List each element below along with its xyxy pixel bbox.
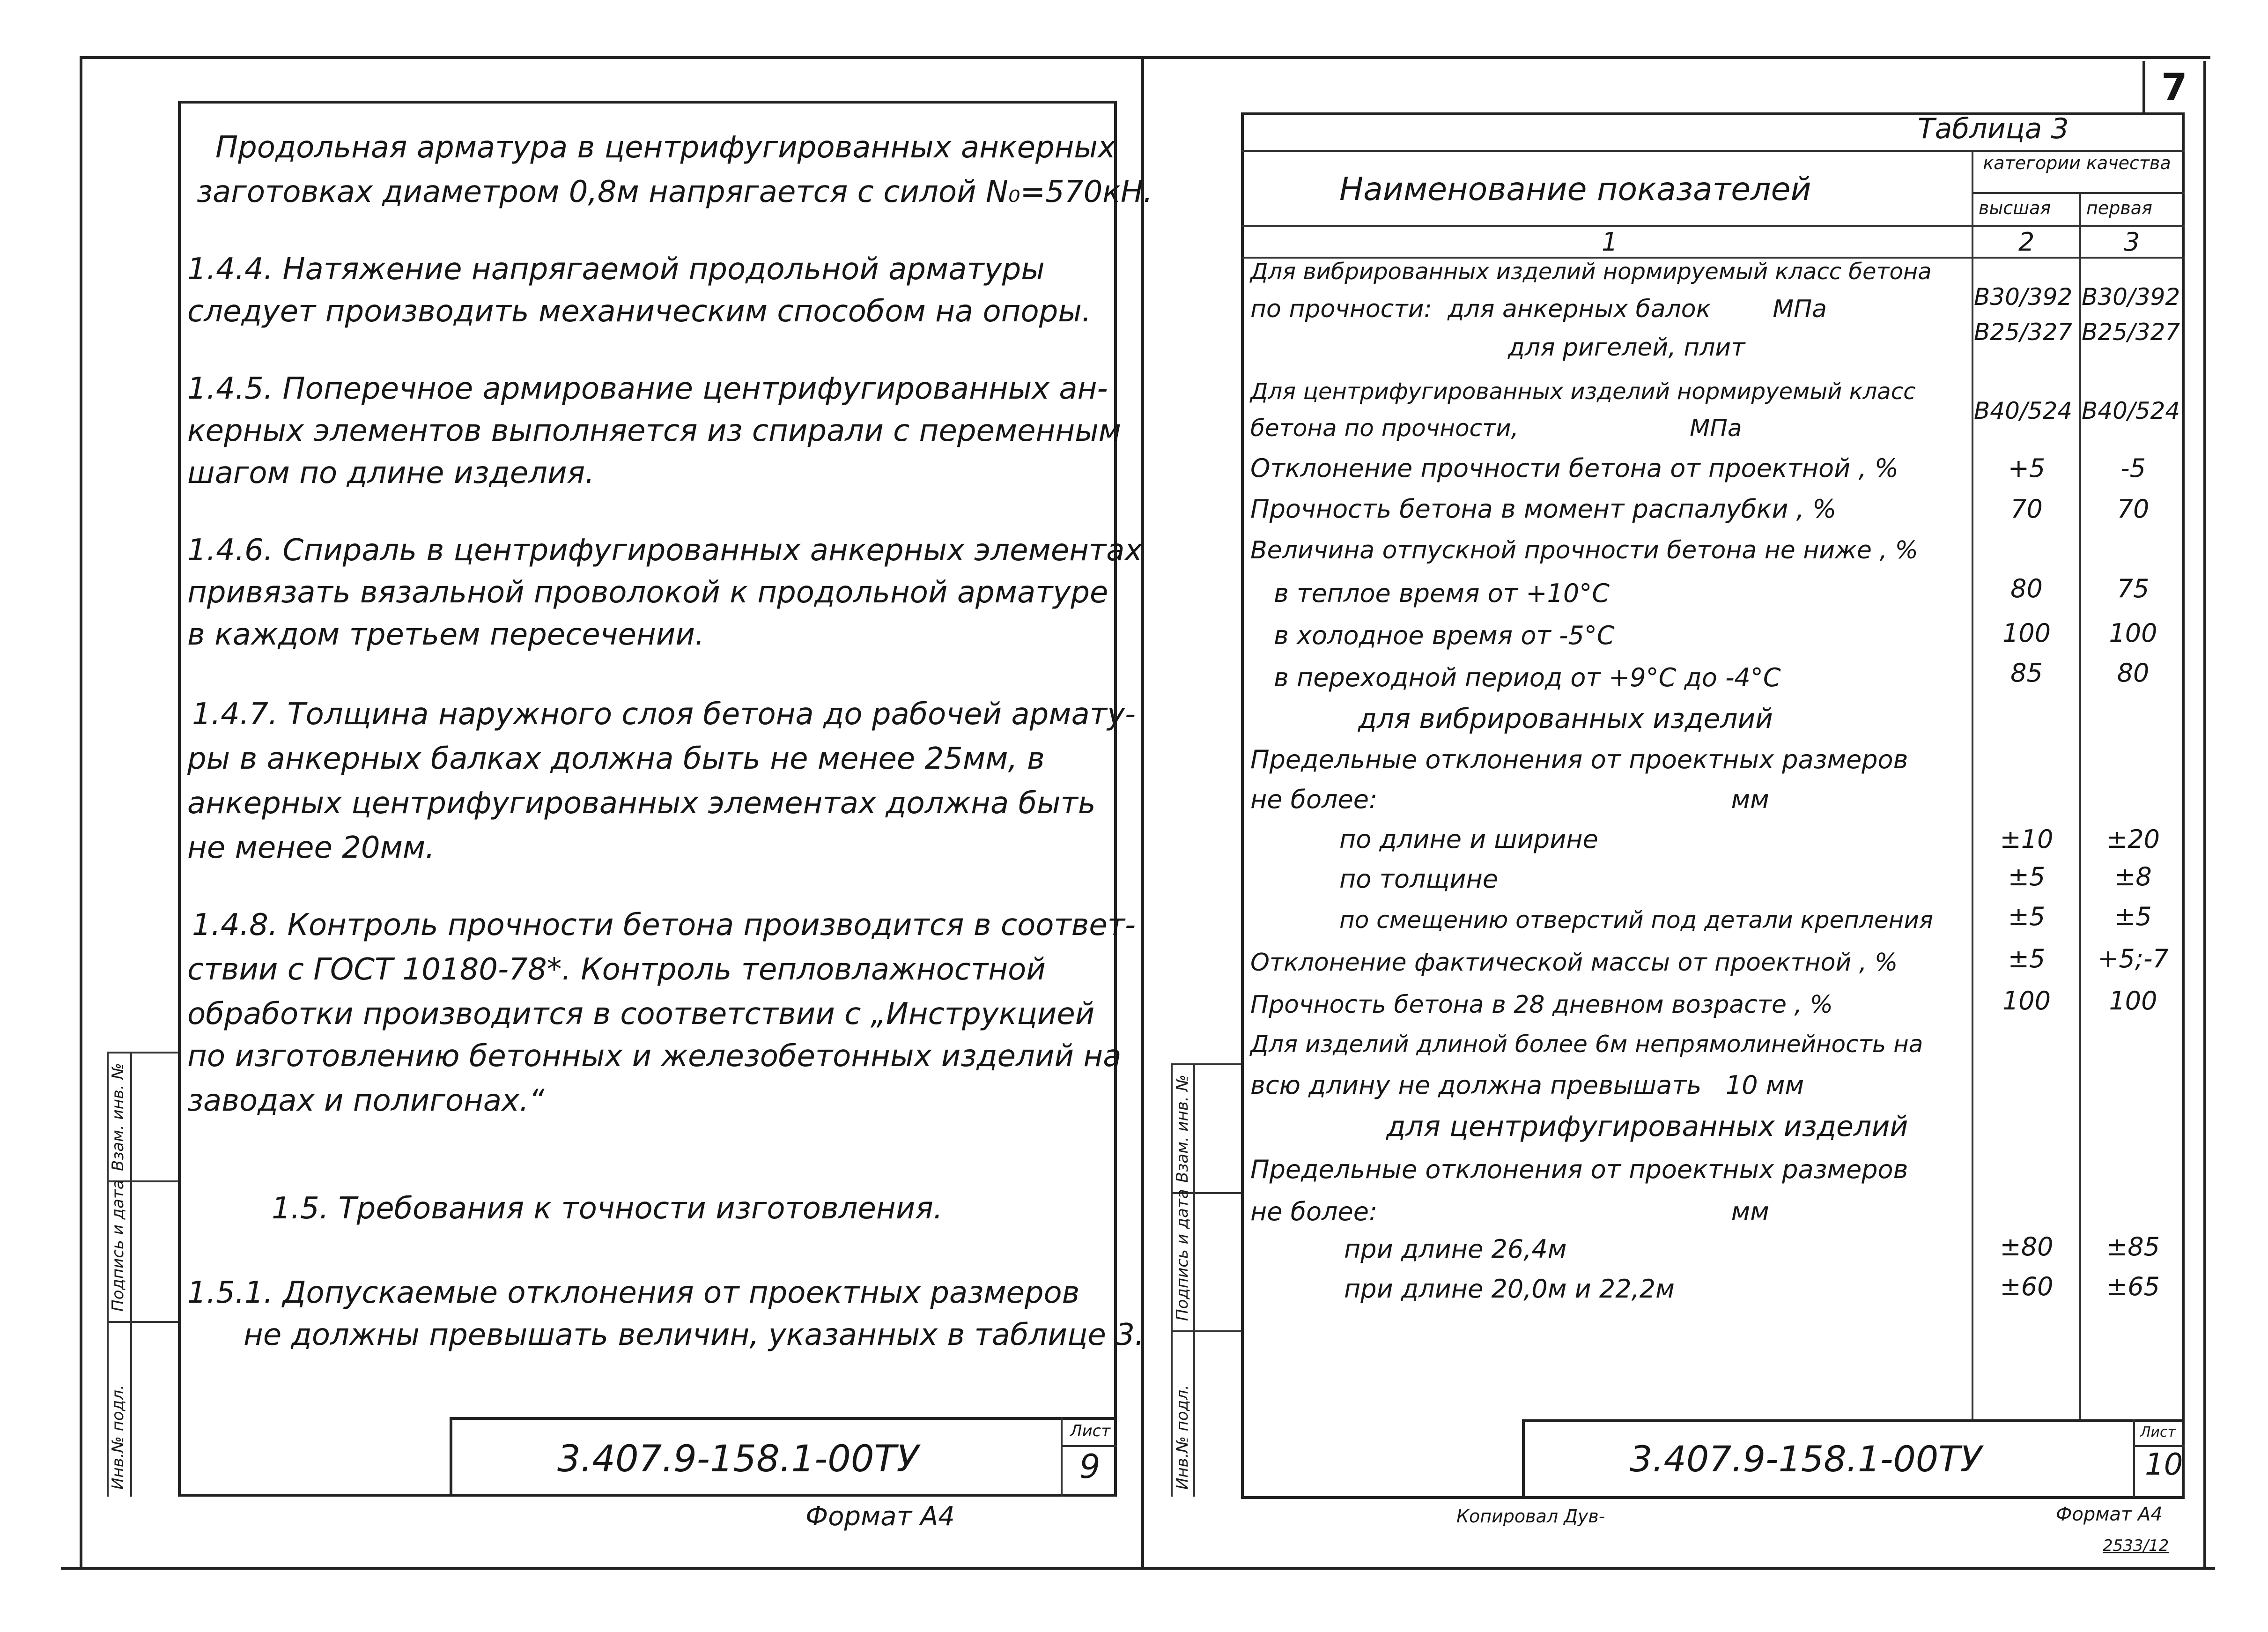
table-cell-first: 75 — [2117, 574, 2150, 603]
left-para-5-line-4: не менее 20мм. — [187, 831, 435, 865]
table-row-text: Прочность бетона в 28 дневном возрасте , % — [1250, 991, 1833, 1019]
table-cell-highest: ±10 — [2000, 824, 2054, 854]
stamp-label-inv-replace: Взам. инв. № — [1173, 1075, 1192, 1183]
left-para-6-line-4: по изготовлению бетонных и железобетонных изделий на — [187, 1039, 1122, 1074]
table-row-text: Для вибрированных изделий нормируемый класс бетона — [1250, 259, 1932, 285]
table-cell-first: +5;-7 — [2098, 944, 2169, 973]
table-category-rule — [1972, 192, 2185, 194]
left-para-5-line-3: анкерных центрифугированных элементах должна быть — [187, 786, 1096, 821]
table-cell-first: В30/392 — [2082, 283, 2180, 311]
table-colnum-3: 3 — [2124, 227, 2140, 257]
copied-by-label: Копировал Дув- — [1456, 1506, 1605, 1527]
table-cell-highest: 70 — [2010, 494, 2043, 524]
table-row-text: не более: мм — [1250, 785, 1769, 814]
left-para-3-line-1: 1.4.5. Поперечное армирование центрифугированных ан- — [187, 371, 1108, 406]
table-row-text: при длине 20,0м и 22,2м — [1344, 1274, 1675, 1304]
outer-right-border — [2203, 61, 2206, 1567]
left-para-4-line-2: привязать вязальной проволокой к продольной арматуре — [187, 575, 1108, 610]
table-header-highest: высшая — [1979, 198, 2051, 218]
table-row-text: по толщине — [1339, 864, 1499, 894]
table-cell-highest: ±5 — [2008, 902, 2046, 931]
table-cell-highest: В40/524 — [1974, 397, 2073, 424]
left-para-8-line-2: не должны превышать величин, указанных в таблице 3. — [244, 1318, 1145, 1352]
table-cell-highest: 80 — [2010, 574, 2043, 603]
left-para-4-line-3: в каждом третьем пересечении. — [187, 617, 705, 652]
table-cell-first: 70 — [2117, 494, 2150, 524]
table-cell-highest: ±60 — [2000, 1272, 2054, 1301]
table-cell-highest: ±5 — [2008, 944, 2046, 973]
table-cell-first: ±8 — [2114, 862, 2152, 891]
outer-left-border — [80, 56, 82, 1569]
table-row-text: в переходной период от +9°С до -4°С — [1274, 663, 1781, 692]
table-row-text: не более: мм — [1250, 1197, 1769, 1226]
table-row-text: при длине 26,4м — [1344, 1234, 1567, 1264]
table-col2-divider — [1972, 150, 1973, 1422]
left-format-label: Формат А4 — [805, 1501, 955, 1532]
sheet-corner-number: 7 — [2161, 66, 2187, 109]
right-format-label: Формат А4 — [2056, 1504, 2163, 1525]
table-cell-highest: 100 — [2002, 986, 2051, 1016]
right-sheet-label: Лист — [2140, 1424, 2176, 1440]
table-cell-highest: 85 — [2010, 658, 2043, 688]
table-row-text: Для центрифугированных изделий нормируемый класс — [1250, 378, 1916, 405]
table-row-text: Прочность бетона в момент распалубки , % — [1250, 494, 1837, 524]
table-col3-divider — [2079, 192, 2081, 1422]
stamp-label-inv-original: Инв.№ подл. — [1173, 1385, 1192, 1490]
left-para-3-line-2: керных элементов выполняется из спирали с переменным — [187, 414, 1122, 448]
left-para-3-line-3: шагом по длине изделия. — [187, 456, 595, 490]
stamp-label-inv-original: Инв.№ подл. — [109, 1385, 127, 1490]
table-row-text: Отклонение прочности бетона от проектной , % — [1250, 453, 1899, 483]
left-sheet-label: Лист — [1070, 1422, 1111, 1440]
table-title: Таблица 3 — [1918, 112, 2069, 145]
table-cell-first: ±5 — [2114, 902, 2152, 931]
table-cell-first: 80 — [2117, 658, 2150, 688]
right-sheet-number: 10 — [2145, 1447, 2183, 1482]
corner-box-left — [2142, 61, 2145, 112]
table-colnum-2: 2 — [2018, 227, 2035, 257]
right-document-code: 3.407.9-158.1-00ТУ — [1630, 1438, 1982, 1480]
table-cell-first: 100 — [2109, 618, 2157, 648]
table-cell-first: В25/327 — [2082, 319, 2180, 346]
table-cell-first: ±85 — [2106, 1232, 2160, 1261]
section-heading-1-5: 1.5. Требования к точности изготовления. — [272, 1191, 943, 1226]
table-cell-highest: +5 — [2008, 453, 2046, 483]
table-cell-highest: В25/327 — [1974, 319, 2073, 346]
table-header-category: категории качества — [1983, 153, 2171, 173]
table-row-text: для ригелей, плит — [1508, 334, 1745, 362]
left-para-6-line-3: обработки производится в соответствии с „Инструкцией — [187, 997, 1095, 1031]
stamp-label-signature-date: Подпись и дата — [109, 1179, 127, 1312]
table-row-text: Предельные отклонения от проектных размеров — [1250, 1155, 1908, 1184]
left-para-2-line-2: следует производить механическим способом на опоры. — [187, 294, 1092, 329]
left-para-6-line-5: заводах и полигонах.“ — [187, 1083, 545, 1118]
table-subheading-vibrated: для вибрированных изделий — [1358, 703, 1773, 734]
table-row-text: по смещению отверстий под детали крепления — [1339, 906, 1933, 934]
table-header-first: первая — [2086, 198, 2152, 218]
table-row-text: Величина отпускной прочности бетона не ниже , % — [1250, 536, 1918, 564]
left-para-8-line-1: 1.5.1. Допускаемые отклонения от проектных размеров — [187, 1276, 1080, 1310]
table-header-rule — [1241, 225, 2185, 227]
table-cell-first: В40/524 — [2082, 397, 2180, 424]
left-sheet-number: 9 — [1079, 1447, 1101, 1486]
table-row-text: в теплое время от +10°С — [1274, 579, 1610, 608]
table-row-text: в холодное время от -5°С — [1274, 621, 1615, 650]
table-colnum-1: 1 — [1602, 227, 1618, 257]
table-subheading-centrifugated: для центрифугированных изделий — [1386, 1110, 1908, 1143]
table-cell-first: -5 — [2120, 453, 2146, 483]
left-para-1-line-1: Продольная арматура в центрифугированных анкерных — [215, 130, 1116, 165]
table-cell-highest: ±80 — [2000, 1232, 2054, 1261]
table-row-text: Для изделий длиной более 6м непрямолинейность на — [1250, 1031, 1923, 1058]
table-title-rule — [1241, 150, 2185, 152]
table-cell-first: ±20 — [2106, 824, 2160, 854]
table-cell-highest: ±5 — [2008, 862, 2046, 891]
table-row-text: Предельные отклонения от проектных размеров — [1250, 745, 1908, 774]
table-row-text: по длине и ширине — [1339, 824, 1598, 854]
table-cell-first: 100 — [2109, 986, 2157, 1016]
table-cell-highest: 100 — [2002, 618, 2051, 648]
table-cell-highest: В30/392 — [1974, 283, 2073, 311]
left-para-5-line-2: ры в анкерных балках должна быть не менее 25мм, в — [187, 742, 1045, 776]
table-cell-first: ±65 — [2106, 1272, 2160, 1301]
left-para-6-line-1: 1.4.8. Контроль прочности бетона производится в соответ- — [192, 908, 1136, 942]
archive-number: 2533/12 — [2103, 1536, 2169, 1555]
left-para-5-line-1: 1.4.7. Толщина наружного слоя бетона до рабочей армату- — [192, 697, 1136, 732]
table-row-text: всю длину не должна превышать 10 мм — [1250, 1070, 1804, 1100]
outer-bottom-border — [61, 1567, 2215, 1570]
left-document-code: 3.407.9-158.1-00ТУ — [557, 1438, 919, 1480]
table-row-text: бетона по прочности, МПа — [1250, 415, 1742, 442]
left-para-1-line-2: заготовках диаметром 0,8м напрягается с силой N₀=570кН. — [197, 175, 1153, 209]
stamp-label-inv-replace: Взам. инв. № — [109, 1063, 127, 1171]
table-row-text: Отклонение фактической массы от проектной , % — [1250, 949, 1898, 977]
left-para-6-line-2: ствии с ГОСТ 10180-78*. Контроль тепловлажностной — [187, 952, 1046, 987]
outer-top-border — [80, 56, 2210, 59]
table-header-name: Наименование показателей — [1339, 171, 1811, 208]
left-para-2-line-1: 1.4.4. Натяжение напрягаемой продольной арматуры — [187, 252, 1045, 287]
stamp-label-signature-date: Подпись и дата — [1173, 1189, 1192, 1321]
table-row-text: по прочности: для анкерных балок МПа — [1250, 295, 1827, 323]
left-para-4-line-1: 1.4.6. Спираль в центрифугированных анкерных элементах — [187, 533, 1143, 568]
